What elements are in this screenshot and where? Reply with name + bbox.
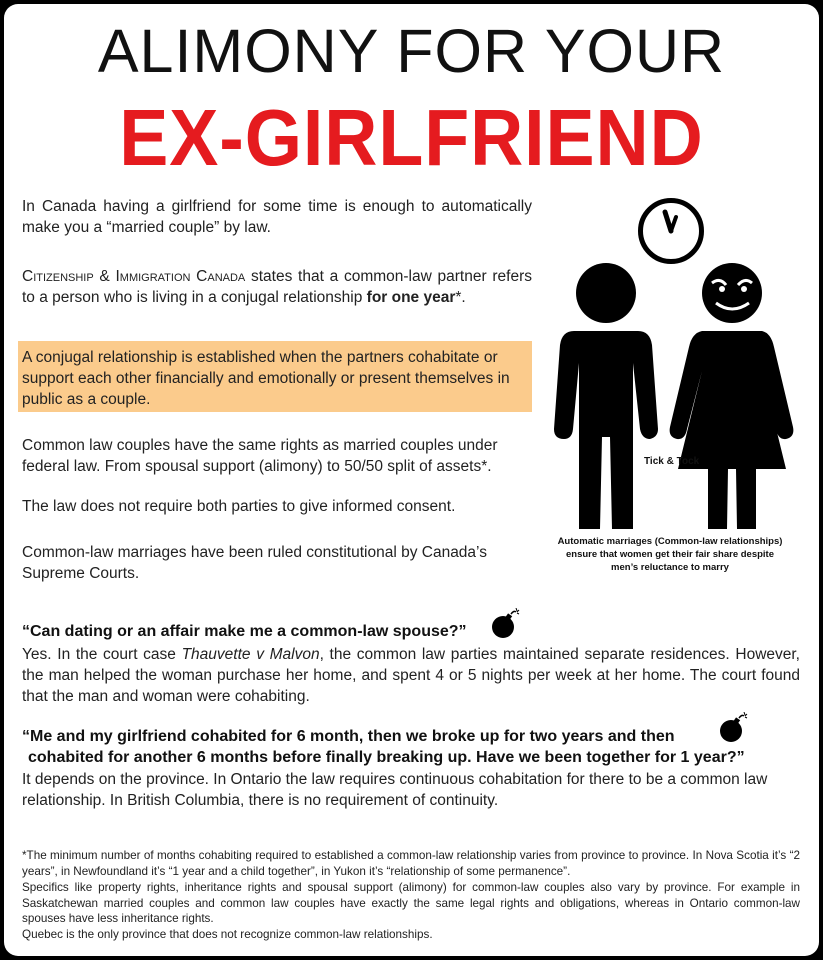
illustration-caption: Automatic marriages (Common-law relationships) ensure that women get their fair share despite men’s reluctance to marry xyxy=(557,536,783,573)
question-1: “Can dating or an affair make me a common-law spouse?” xyxy=(22,623,467,640)
court-case-name: Thauvette v Malvon xyxy=(181,646,320,663)
intro-paragraph-5: The law does not require both parties to give informed consent. xyxy=(22,498,456,515)
title-line-2: EX-GIRLFRIEND xyxy=(119,93,704,182)
footnote-1: *The minimum number of months cohabiting required to established a common-law relationship varies from province to province. In Nova Scotia it’s “2 years”, in Newfoundland it’s “1 year and a child together”, in Yukon it’s “relationship of some permanence”. xyxy=(22,849,800,878)
intro-paragraph-2-bold: for one year xyxy=(366,289,456,306)
answer-1-start: Yes. In the court case xyxy=(22,646,182,663)
footnote-3: Quebec is the only province that does not recognize common-law relationships. xyxy=(22,928,433,941)
intro-paragraph-6: Common-law marriages have been ruled constitutional by Canada’s Supreme Courts. xyxy=(22,544,487,582)
question-2-line-1: “Me and my girlfriend cohabited for 6 month, then we broke up for two years and then xyxy=(22,728,675,745)
bomb-icon xyxy=(718,712,748,744)
intro-paragraph-4: Common law couples have the same rights as married couples under federal law. From spousal support (alimony) to 50/50 split of assets*. xyxy=(22,437,498,475)
answer-1 xyxy=(22,644,800,707)
answer-2: It depends on the province. In Ontario the law requires continuous cohabitation for there to be a common law relationship. In British Columbia, there is no requirement of continuity. xyxy=(22,771,768,809)
man-figure-icon xyxy=(554,263,658,529)
woman-figure-icon xyxy=(670,263,794,529)
couple-figures xyxy=(552,259,812,534)
intro-paragraph-2-end: *. xyxy=(455,289,466,306)
intro-paragraph-1: In Canada having a girlfriend for some time is enough to automatically make you a “married couple” by law. xyxy=(22,198,532,236)
bomb-icon xyxy=(490,608,520,640)
footnote-2: Specifics like property rights, inheritance rights and spousal support (alimony) for common-law couples also vary by province. For example in Saskatchewan married couples and common law couples have exactly the same legal rights and obligations, whereas in Ontario common-law spouses have less inheritance rights. xyxy=(22,881,800,925)
intro-paragraph-2 xyxy=(22,266,532,308)
question-2-line-2: cohabited for another 6 months before finally breaking up. Have we been together for 1 year?” xyxy=(28,749,745,766)
poster xyxy=(4,4,819,956)
answer-1-end: , the common law parties maintained separate residences. However, the man helped the woman purchase her home, and spent 4 or 5 nights per week at her home. The court found that the man and woman were cohabiting. xyxy=(22,646,800,705)
intro-paragraph-3: A conjugal relationship is established when the partners cohabitate or support each other financially and emotionally or present themselves in public as a couple. xyxy=(22,349,510,408)
title-line-1: ALIMONY FOR YOUR xyxy=(97,17,726,85)
tick-tock-label: Tick & Tock xyxy=(644,456,700,467)
intro-paragraph-2-text: states that a common-law partner refers to a person who is living in a conjugal relationship xyxy=(22,268,532,306)
agency-name: Citizenship & Immigration Canada xyxy=(22,268,246,285)
clock-icon xyxy=(638,198,704,264)
